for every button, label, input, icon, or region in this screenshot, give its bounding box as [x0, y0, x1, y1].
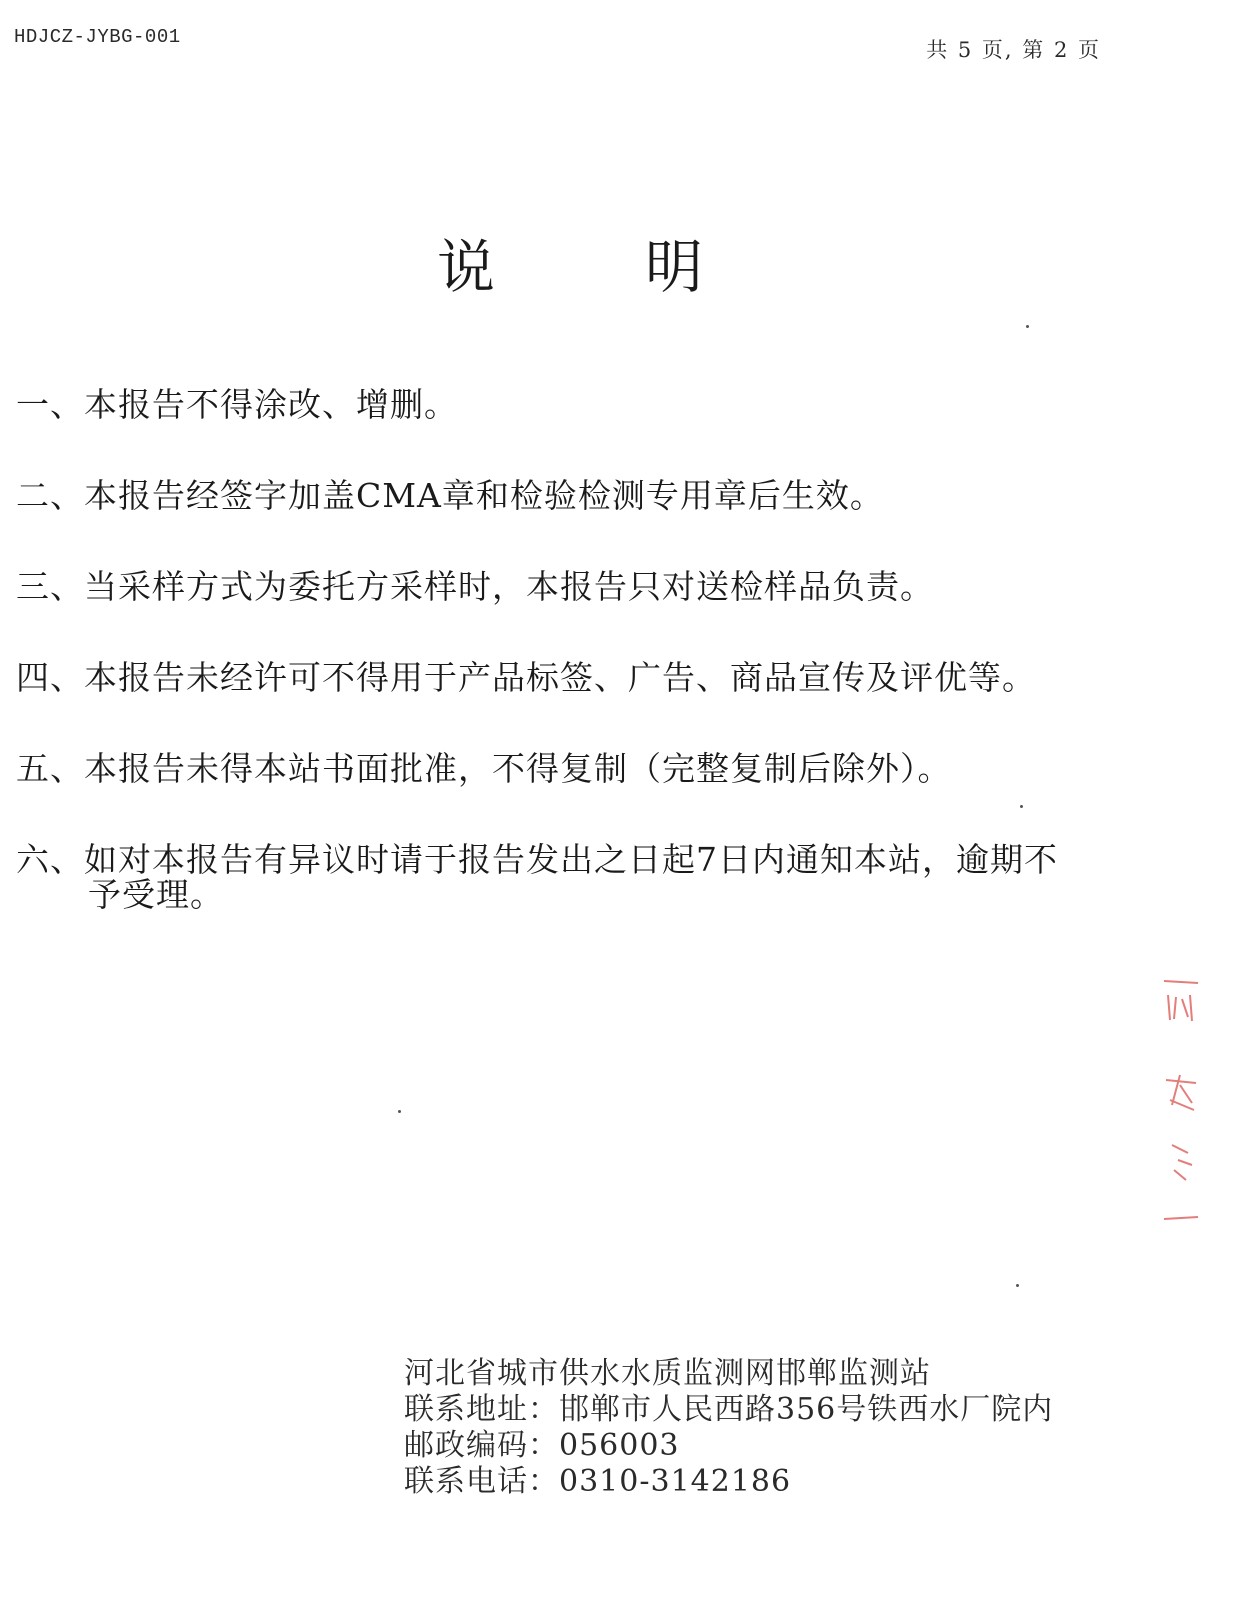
note-item — [16, 657, 1126, 699]
note-text: 本报告未得本站书面批准，不得复制（完整复制后除外）。 — [84, 749, 952, 788]
contact-block — [404, 1356, 1053, 1500]
note-number: 二、 — [16, 476, 84, 515]
title-char-2: 明 — [645, 233, 704, 301]
page-info: 共 5 页, 第 2 页 — [926, 38, 1101, 62]
note-item — [16, 384, 1126, 426]
scan-speck — [398, 1110, 401, 1113]
notes-list — [16, 384, 1126, 965]
title-char-1: 说 — [436, 233, 495, 301]
page-title — [0, 220, 1140, 304]
organization-name: 河北省城市供水水质监测网邯郸监测站 — [404, 1356, 931, 1391]
note-item — [16, 566, 1126, 608]
postal-code: 邮政编码：056003 — [404, 1428, 680, 1463]
note-number: 三、 — [16, 567, 84, 606]
note-number: 六、 — [16, 840, 84, 879]
note-text: 本报告不得涂改、增删。 — [84, 385, 458, 424]
note-number: 四、 — [16, 658, 84, 697]
note-item — [16, 748, 1126, 790]
scan-speck — [1020, 805, 1023, 808]
note-text: 本报告未经许可不得用于产品标签、广告、商品宣传及评优等。 — [84, 658, 1036, 697]
note-number: 五、 — [16, 749, 84, 788]
note-item — [16, 839, 1126, 916]
scan-speck — [1026, 325, 1029, 328]
note-continuation: 予受理。 — [88, 875, 224, 914]
note-item — [16, 475, 1126, 517]
seal-stamp-fragment — [1158, 975, 1202, 1225]
note-text: 当采样方式为委托方采样时，本报告只对送检样品负责。 — [84, 567, 934, 606]
note-number: 一、 — [16, 385, 84, 424]
scan-speck — [1016, 1284, 1019, 1287]
contact-address: 联系地址：邯郸市人民西路356号铁西水厂院内 — [404, 1392, 1054, 1427]
contact-phone: 联系电话：0310-3142186 — [404, 1464, 792, 1499]
document-code: HDJCZ-JYBG-001 — [14, 26, 181, 48]
note-text: 如对本报告有异议时请于报告发出之日起7日内通知本站，逾期不 — [84, 840, 1058, 879]
note-text: 本报告经签字加盖CMA章和检验检测专用章后生效。 — [84, 476, 884, 515]
